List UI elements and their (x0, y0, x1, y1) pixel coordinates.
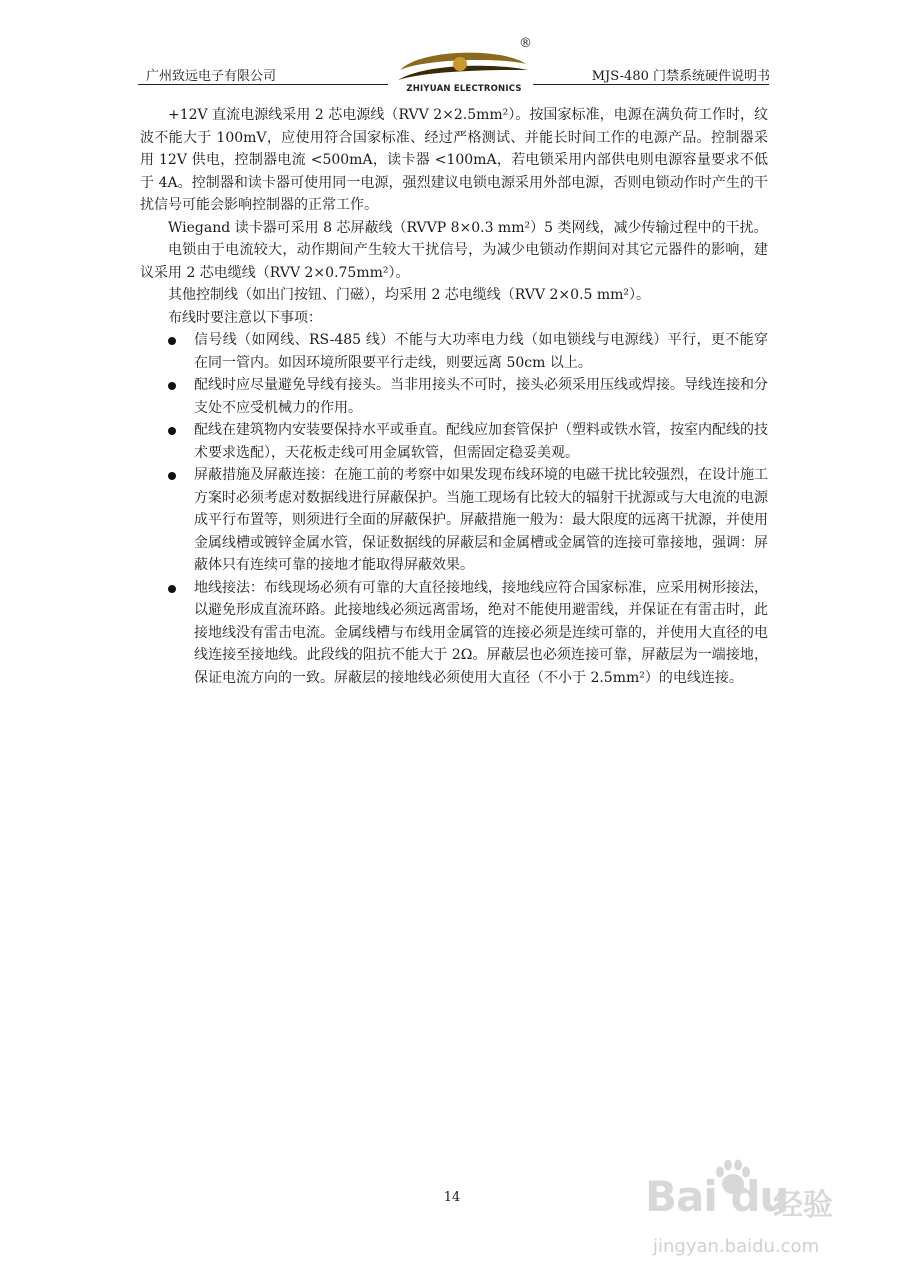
list-item (140, 419, 768, 464)
header-rule-left (138, 84, 388, 85)
watermark-brand: Bai du (645, 1172, 789, 1221)
document-body (140, 104, 768, 689)
bullet-icon (168, 427, 176, 435)
paragraph-lock: 电锁由于电流较大，动作期间产生较大干扰信号，为减少电锁动作期间对其它元器件的影响，建议采用 2 芯电缆线（RVV 2×0.75mm²）。 (140, 242, 768, 281)
bullet-icon (168, 585, 176, 593)
watermark-brand-cn: 经验 (773, 1188, 833, 1223)
paragraph-other-control: 其他控制线（如出门按钮、门磁），均采用 2 芯电缆线（RVV 2×0.5 mm²）。 (168, 287, 651, 303)
company-name: 广州致远电子有限公司 (146, 69, 277, 84)
header-rule-right (533, 84, 769, 85)
bullet-icon (168, 472, 176, 480)
watermark-url: jingyan.baidu.com (653, 1236, 820, 1257)
document-title: MJS-480 门禁系统硬件说明书 (591, 69, 770, 84)
list-item-text: 屏蔽措施及屏蔽连接：在施工前的考察中如果发现布线环境的电磁干扰比较强烈，在设计施工方案时必须考虑对数据线进行屏蔽保护。当施工现场有比较大的辐射干扰源或与大电流的电源成平行布置等，则须进行全面的屏蔽保护。屏蔽措施一般为：最大限度的远离干扰源，并使用金属线槽或镀锌金属水管，保证数据线的屏蔽层和金属槽或金属管的连接可靠接地，强调：屏蔽体只有连续可靠的接地才能取得屏蔽效果。 (194, 467, 768, 573)
list-item-text: 信号线（如网线、RS-485 线）不能与大功率电力线（如电锁线与电源线）平行，更不能穿在同一管内。如因环境所限要平行走线，则要远离 50cm 以上。 (194, 332, 768, 371)
list-item-text: 地线接法：布线现场必须有可靠的大直径接地线，接地线应符合国家标准，应采用树形接法，以避免形成直流环路。此接地线必须远离雷场，绝对不能使用避雷线，并保证在有雷击时，此接地线没有雷击电流。金属线槽与布线用金属管的连接必须是连续可靠的，并使用大直径的电线连接至接地线。此段线的阻抗不能大于 2Ω。屏蔽层也必须连接可靠，屏蔽层为一端接地，保证电流方向的一致。屏蔽层的接地线必须使用大直径（不小于 2.5mm²）的电线连接。 (194, 579, 768, 686)
wiring-notes-list (140, 329, 768, 689)
paragraph-notes-intro: 布线时要注意以下事项： (168, 309, 322, 326)
logo-text: ZHIYUAN ELECTRONICS (406, 84, 522, 94)
page-header (0, 0, 904, 100)
list-item-text: 配线在建筑物内安装要保持水平或垂直。配线应加套管保护（塑料或铁水管，按室内配线的技术要求选配），天花板走线可用金属软管，但需固定稳妥美观。 (194, 422, 768, 461)
paragraph-wiegand: Wiegand 读卡器可采用 8 芯屏蔽线（RVVP 8×0.3 mm²）5 类网线，减少传输过程中的干扰。 (168, 219, 768, 236)
bullet-icon (168, 337, 176, 345)
list-item (140, 577, 768, 690)
list-item (140, 329, 768, 374)
list-item (140, 374, 768, 419)
paragraph-power: +12V 直流电源线采用 2 芯电源线（RVV 2×2.5mm²）。按国家标准，电源在满负荷工作时，纹波不能大于 100mV，应使用符合国家标准、经过严格测试、并能长时间工作的电源产品。控制器采用 12V 供电，控制器电流 <500mA，读卡器 <100mA，若电锁采用内部供电则电源容量要求不低于 4A。控制器和读卡器可使用同一电源，强烈建议电锁电源采用外部电源，否则电锁动作时产生的干扰信号可能会影响控制器的正常工作。 (140, 107, 768, 213)
baidu-jingyan-watermark (645, 1150, 845, 1280)
registered-mark: ® (519, 36, 532, 51)
list-item-text: 配线时应尽量避免导线有接头。当非用接头不可时，接头必须采用压线或焊接。导线连接和分支处不应受机械力的作用。 (194, 377, 768, 416)
bullet-icon (168, 382, 176, 390)
page-number: 14 (443, 1190, 461, 1205)
list-item (140, 464, 768, 577)
